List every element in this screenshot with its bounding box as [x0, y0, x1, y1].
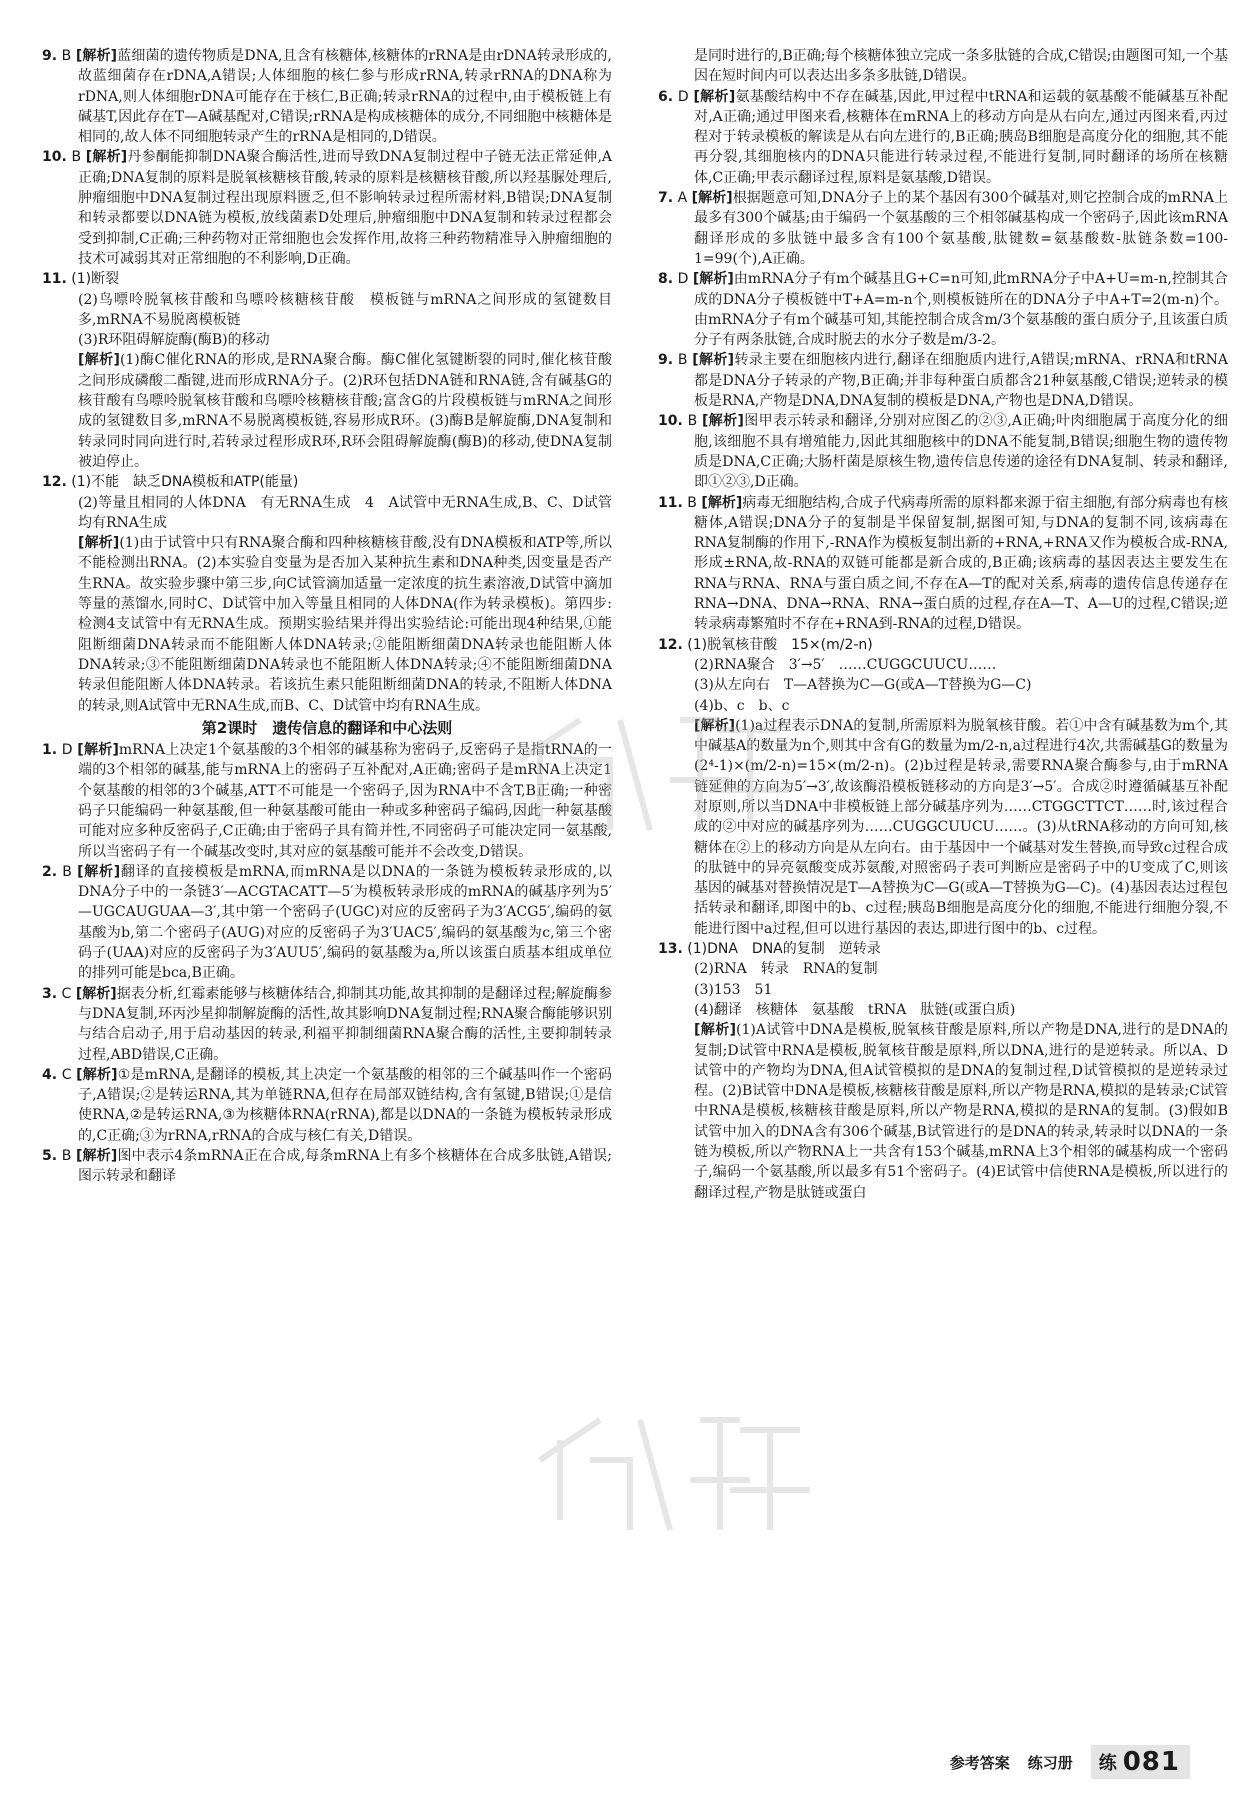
item-answer: (1)不能 缺乏DNA模板和ATP(能量): [71, 474, 299, 491]
answer-line: [658, 411, 1228, 492]
answer-item: [42, 862, 612, 984]
analysis-block: [658, 1020, 1228, 1203]
item-number: 3.: [42, 985, 58, 1002]
item-number: 8.: [658, 271, 674, 288]
footer-book-label: 练习册: [1027, 1753, 1073, 1772]
section-title: 第2课时 遗传信息的翻译和中心法则: [201, 718, 453, 737]
answer-line: [42, 1065, 612, 1146]
answer-line: [42, 46, 612, 147]
analysis-text: mRNA上决定1个氨基酸的3个相邻的碱基称为密码子,反密码子是指tRNA的一端的3个相邻的碱基,能与mRNA上的密码子互补配对,A正确;密码子是mRNA上决定1个氨基酸的相邻的3个碱基,ATT不可能是一个密码子,因为RNA中不含T,B正确;一种密码子只能编码一种氨基酸,但一种氨基酸可能由一种或多种密码子编码,因此一种氨基酸可能对应多种反密码子,C正确;由于密码子具有简并性,不同密码子可能决定同一氨基酸,所以当密码子有一个碱基改变时,其对应的氨基酸可能并不会改变,D错误。: [78, 742, 613, 860]
sub-answer: (2)RNA 转录 RNA的复制: [694, 961, 878, 978]
answer-item: [658, 46, 1228, 87]
answer-item: [658, 493, 1228, 635]
analysis-tag: [解析]: [75, 48, 118, 64]
sub-answer: (2)鸟嘌呤脱氧核苷酸和鸟嘌呤核糖核苷酸 模板链与mRNA之间形成的氢键数目多,mRNA不易脱离模板链: [78, 291, 612, 328]
answer-line: [42, 147, 612, 269]
analysis-text: 转录主要在细胞核内进行,翻译在细胞质内进行,A错误;mRNA、rRNA和tRNA都是DNA分子转录的产物,B正确;并非每种蛋白质都含21种氨基酸,C错误;逆转录的模板是RNA,产物是DNA,DNA复制的模板是DNA,产物也是DNA,D错误。: [694, 352, 1229, 410]
analysis-text: 病毒无细胞结构,合成子代病毒所需的原料都来源于宿主细胞,有部分病毒也有核糖体,A错误;DNA分子的复制是半保留复制,据图可知,与DNA的复制不同,该病毒在RNA复制酶的作用下,-RNA作为模板复制出新的+RNA,+RNA又作为模板合成-RNA,形成±RNA,故-RNA的双链可能都是新合成的,B正确;该病毒的基因表达主要发生在RNA与RNA、RNA与蛋白质之间,不存在A—T的配对关系,病毒的遗传信息传递存在RNA→DNA、DNA→RNA、RNA→蛋白质的过程,存在A—T、A—U的过程,C错误;逆转录病毒繁殖时不存在+RNA到-RNA的过程,D错误。: [694, 494, 1229, 633]
item-answer: B: [61, 1148, 72, 1165]
analysis-text: (1)a过程表示DNA的复制,所需原料为脱氧核苷酸。若①中含有碱基数为m个,其中碱基A的数量为n个,则其中含有G的数量为m/2-n,a过程进行4次,共需碱基G的数量为(2⁴-1)×(m/2-n)=15×(m/2-n)。(2)b过程是转录,需要RNA聚合酶参与,由于mRNA链延伸的方向为5′→3′,故该酶沿模板链移动的方向是3′→5′。合成②时遵循碱基互补配对原则,所以当DNA中非模板链上部分碱基序列为……CTGGCTTCT……时,该过程合成的②中对应的碱基序列为……CUGGCUUCU……。(3)从tRNA移动的方向可知,核糖体在②上的移动方向是从左向右。由于基因中一个碱基对发生替换,而导致c过程合成的肽链中的异亮氨酸变成苏氨酸,对照密码子表可判断应是密码子中的U变成了C,则该基因的碱基对替换情况是T—A替换为C—G(或A—T替换为G—C)。(4)基因表达过程包括转录和翻译,即图中的b、c过程;胰岛B细胞是高度分化的细胞,不能进行细胞分裂,不能进行图中a过程,但可以进行基因的表达,即进行图中的b、c过程。: [694, 717, 1229, 937]
answer-line: [42, 1146, 612, 1187]
item-answer: B: [687, 413, 698, 430]
analysis-block: [658, 716, 1228, 939]
item-number: 10.: [42, 149, 67, 166]
analysis-text: (1)A试管中DNA是模板,脱氧核苷酸是原料,所以产物是DNA,进行的是DNA的复制;D试管中RNA是模板,脱氧核苷酸是原料,所以DNA,进行的是逆转录。所以A、D试管中的产物均为DNA,但A试管模拟的是DNA的复制过程,D试管模拟的是逆转录过程。(2)B试管中DNA是模板,核糖核苷酸是原料,所以产物是RNA,模拟的是转录;C试管中RNA是模板,核糖核苷酸是原料,所以产物是RNA,模拟的是RNA的复制。(3)假如B试管中加入的DNA含有306个碱基,B试管进行的是DNA的转录,转录时以DNA的一条链为模板,所以产物RNA上一共含有153个碱基,mRNA上3个相邻的碱基构成一个密码子,编码一个氨基酸,所以最多有51个密码子。(4)E试管中信使RNA是模板,所以进行的翻译过程,产物是肽链或蛋白: [694, 1022, 1228, 1201]
item-number: 1.: [42, 742, 58, 759]
sub-answer: (2)RNA聚合 3′→5′ ……CUGGCUUCU……: [694, 656, 997, 673]
answer-item: [42, 269, 612, 472]
answer-line: [42, 984, 612, 1065]
item-answer: A: [677, 190, 688, 207]
answer-line: [658, 493, 1228, 635]
item-answer: B: [62, 863, 72, 880]
item-number: 4.: [42, 1066, 58, 1083]
answer-item: [658, 635, 1228, 939]
sub-answer: (3)从左向右 T—A替换为C—G(或A—T替换为G—C): [694, 677, 1032, 694]
answer-item: [42, 984, 612, 1065]
answer-item: [42, 1065, 612, 1146]
analysis-block: [42, 533, 612, 716]
answer-line: [658, 939, 1228, 959]
answer-item: [658, 188, 1228, 269]
item-number: 12.: [42, 474, 67, 491]
analysis-text: 丹参酮能抑制DNA聚合酶活性,进而导致DNA复制过程中子链无法正常延伸,A正确;DNA复制的原料是脱氧核糖核苷酸,转录的原料是核糖核苷酸,所以羟基脲处理后,肿瘤细胞中DNA复制过程出现原料匮乏,但不影响转录过程所需材料,B错误;DNA复制和转录都要以DNA链为模板,放线菌素D处理后,肿瘤细胞中DNA复制和转录过程都会受到抑制,C正确;三种药物对正常细胞也会发挥作用,故将三种药物精准导入肿瘤细胞的技术可减弱其对正常细胞的不利影响,D正确。: [78, 149, 613, 267]
analysis-tag: [解析]: [78, 535, 120, 552]
answer-item: [658, 87, 1228, 188]
analysis-tag: [解析]: [78, 352, 120, 369]
item-number: 2.: [42, 863, 58, 880]
answer-item: [658, 411, 1228, 492]
answer-line: [42, 740, 612, 862]
analysis-tag: [解析]: [692, 352, 735, 369]
analysis-tag: [解析]: [701, 494, 743, 511]
page-number: 081: [1122, 1747, 1180, 1777]
analysis-tag: [解析]: [75, 1148, 118, 1165]
answer-line: [658, 87, 1228, 188]
item-number: 5.: [42, 1148, 58, 1165]
sub-answer: (3)R环阻碍解旋酶(酶B)的移动: [78, 332, 270, 349]
footer-lian-char: 练: [1098, 1753, 1117, 1774]
item-answer: C: [61, 1066, 72, 1083]
item-answer: D: [677, 271, 689, 288]
right-column: [658, 46, 1228, 1203]
answer-item: [42, 740, 612, 862]
analysis-text: (1)酶C催化RNA的形成,是RNA聚合酶。酶C催化氢键断裂的同时,催化核苷酸之间形成磷酸二酯键,进而形成RNA分子。(2)R环包括DNA链和RNA链,含有碱基G的核苷酸有鸟嘌呤脱氧核苷酸和鸟嘌呤核糖核苷酸;富含G的片段模板链与mRNA之间形成的氢键数目多,mRNA不易脱离模板链,容易形成R环。(3)酶B是解旋酶,DNA复制和转录同时同向进行时,若转录过程形成R环,R环会阻碍解旋酶(酶B)的移动,使DNA复制被迫停止。: [78, 352, 612, 470]
sub-answer: (4)b、c b、c: [694, 697, 790, 714]
analysis-tag: [解析]: [702, 413, 744, 430]
analysis-tag: [解析]: [77, 742, 119, 759]
analysis-tag: [解析]: [76, 1066, 118, 1083]
answer-continuation-text: 是同时进行的,B正确;每个核糖体独立完成一条多肽链的合成,C错误;由题图可知,一个基因在短时间内可以表达出多条多肽链,D错误。: [694, 48, 1228, 85]
item-answer: (1)脱氧核苷酸 15×(m/2-n): [687, 636, 873, 653]
item-answer: B: [677, 352, 688, 369]
answer-item: [42, 46, 612, 147]
analysis-text: 氨基酸结构中不存在碱基,因此,甲过程中tRNA和运载的氨基酸不能碱基互补配对,A正确;通过甲图来看,核糖体在mRNA上的移动方向是从右向左,通过丙图来看,丙过程对于转录模板的解读是从右向左进行的,B正确;胰岛B细胞是高度分化的细胞,其不能再分裂,其细胞核内的DNA只能进行转录过程,不能进行复制,同时翻译的场所在核糖体,C正确;甲表示翻译过程,原料是氨基酸,D错误。: [694, 88, 1229, 186]
analysis-tag: [解析]: [694, 1022, 737, 1039]
analysis-tag: [解析]: [77, 863, 121, 880]
sub-answer: (3)153 51: [694, 981, 773, 998]
item-number: 11.: [658, 494, 683, 511]
analysis-text: 由mRNA分子有m个碱基且G+C=n可知,此mRNA分子中A+U=m-n,控制其合成的DNA分子模板链中T+A=m-n个,则模板链所在的DNA分子中A+T=2(m-n)个。由mRNA分子有m个碱基可知,其能控制合成含m/3个氨基酸的蛋白质分子,且该蛋白质分子有两条肽链,合成时脱去的水分子数是m/3-2。: [694, 271, 1229, 349]
sub-answer: (2)等量且相同的人体DNA 有无RNA生成 4 A试管中无RNA生成,B、C、D试管均有RNA生成: [78, 494, 612, 531]
analysis-tag: [解析]: [75, 985, 117, 1002]
analysis-tag: [解析]: [692, 271, 734, 288]
sub-answer: (4)翻译 核糖体 氨基酸 tRNA 肽链(或蛋白质): [694, 1001, 1016, 1018]
analysis-text: 蓝细菌的遗传物质是DNA,且含有核糖体,核糖体的rRNA是由rDNA转录形成的,故蓝细菌存在rDNA,A错误;人体细胞的核仁参与形成rRNA,转录rRNA的DNA称为rDNA,则人体细胞rDNA可能存在于核仁,B正确;转录rRNA的过程中,由于模板链上有碱基T,因此存在T—A碱基配对,C错误;rRNA是构成核糖体的成分,不同细胞中核糖体是相同的,故人体不同细胞转录产生的rRNA是相同的,D错误。: [78, 48, 613, 146]
answer-item: [42, 472, 612, 716]
answer-item: [658, 350, 1228, 411]
analysis-text: ①是mRNA,是翻译的模板,其上决定一个氨基酸的相邻的三个碱基叫作一个密码子,A错误;②是转运RNA,其为单链RNA,但存在局部双链结构,含有氢键,B错误;①是信使RNA,②是转运RNA,③为核糖体RNA(rRNA),都是以DNA的一条链为模板转录形成的,C正确;③为rRNA,rRNA的合成与核仁有关,D错误。: [78, 1066, 612, 1144]
item-answer: B: [71, 149, 82, 166]
item-answer: (1)DNA DNA的复制 逆转录: [687, 941, 881, 958]
answer-line: [658, 269, 1228, 350]
item-number: 10.: [658, 413, 683, 430]
item-number: 7.: [658, 190, 674, 207]
analysis-tag: [解析]: [691, 190, 733, 207]
item-answer: D: [677, 88, 689, 105]
analysis-text: 图中表示4条mRNA正在合成,每条mRNA上有多个核糖体在合成多肽链,A错误;图示转录和翻译: [78, 1148, 613, 1185]
item-answer: B: [687, 494, 697, 511]
item-number: 13.: [658, 941, 683, 958]
item-number: 12.: [658, 636, 683, 653]
analysis-text: 图甲表示转录和翻译,分别对应图乙的②③,A正确;叶肉细胞属于高度分化的细胞,该细胞不具有增殖能力,因此其细胞核中的DNA不能复制,B错误;细胞生物的遗传物质是DNA,C正确;大肠杆菌是原核生物,遗传信息传递的途径有DNA复制、转录和翻译,即①②③,D正确。: [694, 413, 1229, 491]
analysis-text: 翻译的直接模板是mRNA,而mRNA是以DNA的一条链为模板转录形成的,以DNA分子中的一条链3′—ACGTACATT—5′为模板转录形成的mRNA的碱基序列为5′—UGCAUGUAA—3′,其中第一个密码子(UGC)对应的反密码子为3′ACG5′,编码的氨基酸为b,第二个密码子(AUG)对应的反密码子为3′UAC5′,编码的氨基酸为c,第三个密码子(UAA)对应的反密码子为3′AUU5′,编码的氨基酸为a,所以该蛋白质基本组成单位的排列可能是bca,B正确。: [78, 863, 613, 982]
analysis-text: 据表分析,红霉素能够与核糖体结合,抑制其功能,故其抑制的是翻译过程;解旋酶参与DNA复制,环丙沙星抑制解旋酶的活性,故其影响DNA复制过程;RNA聚合酶能够识别与结合启动子,用于启动基因的转录,利福平抑制细菌RNA聚合酶的活性,主要抑制转录过程,ABD错误,C正确。: [78, 985, 612, 1063]
analysis-tag: [解析]: [85, 149, 128, 166]
footer-answer-label: 参考答案: [949, 1753, 1010, 1772]
answer-line: [42, 269, 612, 289]
analysis-text: 根据题意可知,DNA分子上的某个基因有300个碱基对,则它控制合成的mRNA上最多有300个碱基;由于编码一个氨基酸的三个相邻碱基构成一个密码子,因此该mRNA翻译形成的多肽链中最多含有100个氨基酸,肽键数=氨基酸数-肽链条数=100-1=99(个),A正确。: [694, 190, 1229, 267]
item-number: 11.: [42, 271, 67, 288]
item-answer: B: [61, 48, 72, 64]
left-column: [42, 46, 612, 1187]
analysis-tag: [解析]: [694, 717, 736, 734]
answer-item: [42, 147, 612, 269]
answer-line: [658, 635, 1228, 655]
answer-line: [658, 188, 1228, 269]
page-footer: [950, 1745, 1190, 1779]
answer-item: [658, 269, 1228, 350]
analysis-block: [42, 350, 612, 472]
item-number: 6.: [658, 88, 674, 105]
item-answer: C: [61, 985, 72, 1002]
analysis-tag: [解析]: [693, 88, 736, 105]
answer-line: [42, 472, 612, 492]
answer-line: [658, 350, 1228, 411]
item-number: 9.: [658, 352, 674, 369]
item-answer: D: [61, 742, 73, 759]
answer-line: [42, 862, 612, 984]
answer-item: [42, 1146, 612, 1187]
item-answer: (1)断裂: [71, 271, 120, 288]
analysis-text: (1)由于试管中只有RNA聚合酶和四种核糖核苷酸,没有DNA模板和ATP等,所以不能检测出RNA。(2)本实验自变量为是否加入某种抗生素和DNA种类,因变量是否产生RNA。故实验步骤中第三步,向C试管滴加适量一定浓度的抗生素溶液,D试管中滴加等量的蒸馏水,同时C、D试管中加入等量且相同的人体DNA(作为转录模板)。第四步:检测4支试管中有无RNA生成。预期实验结果并得出实验结论:可能出现4种结果,①能阻断细菌DNA转录而不能阻断人体DNA转录;②能阻断细菌DNA转录也能阻断人体DNA转录;③不能阻断细菌DNA转录也不能阻断人体DNA转录;④不能阻断细菌DNA转录但能阻断人体DNA转录。若该抗生素只能阻断细菌DNA的转录,不阻断人体DNA的转录,则A试管中无RNA生成,而B、C、D试管中均有RNA生成。: [78, 535, 613, 714]
item-number: 9.: [42, 48, 58, 64]
page-number-badge: [1091, 1745, 1190, 1779]
answer-item: [658, 939, 1228, 1203]
